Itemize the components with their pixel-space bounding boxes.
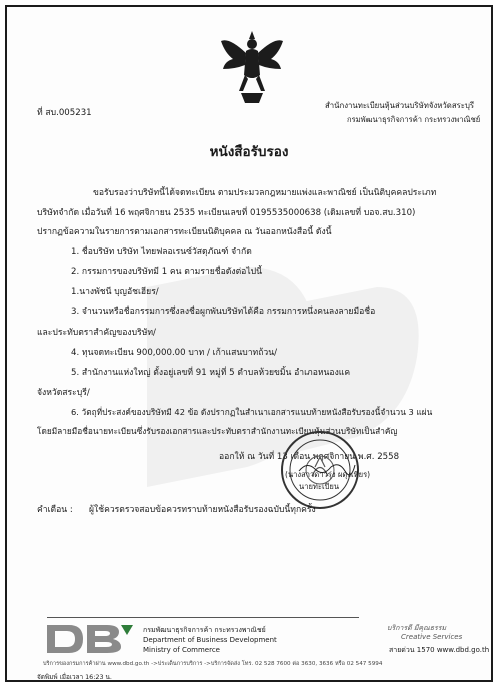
intro-line-1: ขอรับรองว่าบริษัทนี้ได้จดทะเบียน ตามประมวลกฎหมายแพ่งและพาณิชย์ เป็นนิติบุคคลประเภท: [93, 188, 437, 198]
print-timestamp: จัดพิมพ์ เมื่อเวลา 16:23 น.: [37, 673, 112, 681]
dbd-logo: [43, 621, 135, 657]
item-objectives-cont: โดยมีลายมือชื่อนายทะเบียนซึ่งรับรองเอกสารและประทับตราสำนักงานทะเบียนหุ้นส่วนบริษัทเป็นสำคัญ: [37, 426, 398, 436]
slogan-thai: บริการดี มีคุณธรรม: [387, 624, 447, 632]
item-directors: 2. กรรมการของบริษัทมี 1 คน ตามรายชื่อดังต่อไปนี้: [71, 267, 262, 277]
item-head-office: 5. สำนักงานแห่งใหญ่ ตั้งอยู่เลขที่ 91 หมู่ที่ 5 ตำบลห้วยขมิ้น อำเภอหนองแค: [71, 368, 351, 378]
hotline-text: สายด่วน 1570 www.dbd.go.th: [389, 646, 490, 654]
registrar-signature: [297, 459, 357, 475]
document-title: หนังสือรับรอง: [209, 144, 289, 160]
registrar-name: (นางสาวดาวรุ่ง ผดุงเทียร): [285, 470, 371, 479]
item-director-name: 1.นางพัชนี บุญอัชเฮียร/: [71, 287, 159, 297]
issuing-department: กรมพัฒนาธุรกิจการค้า กระทรวงพาณิชย์: [347, 115, 481, 124]
registrar-role: นายทะเบียน: [299, 482, 340, 491]
intro-line-2: บริษัทจำกัด เมื่อวันที่ 16 พฤศจิกายน 2535 ทะเบียนเลขที่ 0195535000638 (เดิมเลขที่ บอจ.สบ.310): [37, 208, 416, 218]
intro-line-3: ปรากฏข้อความในรายการตามเอกสารทะเบียนนิติบุคคล ณ วันออกหนังสือนี้ ดังนี้: [37, 227, 332, 237]
certificate-page: [5, 5, 493, 682]
item-signatory-rule-cont: และประทับตราสำคัญของบริษัท/: [37, 328, 156, 338]
footer-service-links: บริการของกรมการค้าผ่าน www.dbd.go.th ->ประเด็นการบริการ ->บริการจัดส่ง โทร. 02 528 7600 ต่อ 3630, 3636 หรือ 02 547 5994: [43, 661, 383, 667]
footer-divider: [47, 617, 359, 618]
dept-english-name: Department of Business Development: [143, 636, 277, 644]
ministry-english-name: Ministry of Commerce: [143, 646, 220, 654]
issuing-office: สำนักงานทะเบียนหุ้นส่วนบริษัทจังหวัดสระบุรี: [325, 101, 475, 110]
item-head-office-cont: จังหวัดสระบุรี/: [37, 388, 90, 398]
warning-label: คำเตือน :: [37, 505, 73, 515]
reference-number: ที่ สบ.005231: [37, 108, 92, 118]
garuda-emblem-icon: [219, 29, 285, 105]
item-registered-capital: 4. ทุนจดทะเบียน 900,000.00 บาท / เก้าแสนบาทถ้วน/: [71, 348, 278, 358]
item-company-name: 1. ชื่อบริษัท บริษัท ไทยฟลอเรนซ์วัสดุภัณฑ์ จำกัด: [71, 247, 252, 257]
dept-thai-name: กรมพัฒนาธุรกิจการค้า กระทรวงพาณิชย์: [143, 626, 266, 634]
issue-date: ออกให้ ณ วันที่ 13 เดือน พฤศจิกายน พ.ศ. 2558: [219, 452, 400, 462]
item-objectives: 6. วัตถุที่ประสงค์ของบริษัทมี 42 ข้อ ดังปรากฏในสำเนาเอกสารแนบท้ายหนังสือรับรองนี้จำนวน 3 แผ่น: [71, 407, 433, 417]
item-signatory-rule: 3. จำนวนหรือชื่อกรรมการซึ่งลงชื่อผูกพันบริษัทได้คือ กรรมการหนึ่งคนลงลายมือชื่อ: [71, 307, 376, 317]
warning-text: ผู้ใช้ควรตรวจสอบข้อควรทราบท้ายหนังสือรับรองฉบับนี้ทุกครั้ง: [89, 505, 316, 515]
slogan-english: Creative Services: [401, 633, 463, 641]
